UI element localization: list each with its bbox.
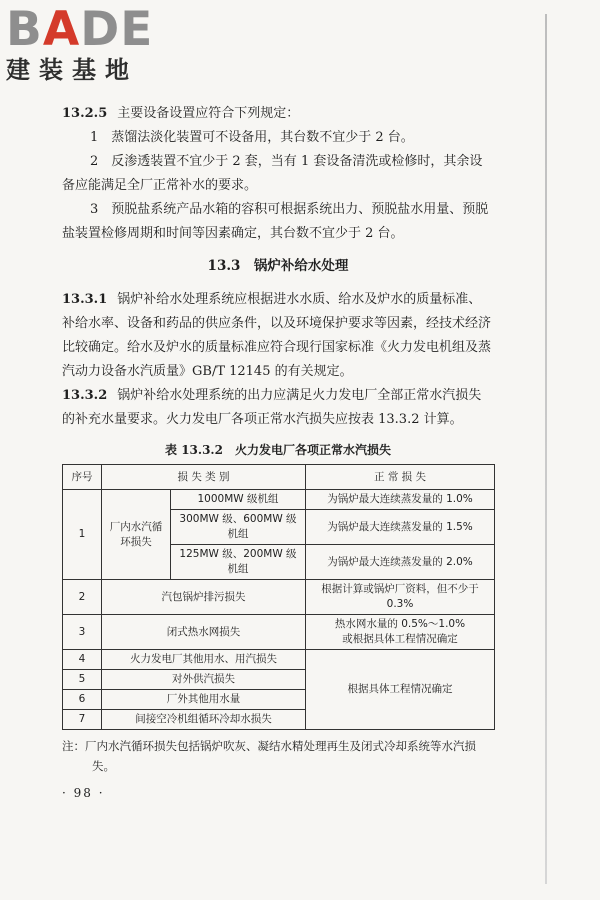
clause-text: 主要设备设置应符合下列规定： <box>117 106 300 121</box>
row-number: 4 <box>63 650 102 670</box>
page-number: · 98 · <box>62 786 105 800</box>
row-number: 7 <box>63 710 102 730</box>
row-number: 2 <box>63 580 102 615</box>
logo <box>6 2 186 84</box>
logo-subtitle: 建装基地 <box>6 56 138 84</box>
water-loss-table <box>62 464 495 730</box>
header-no: 序号 <box>63 465 102 490</box>
loss-value <box>306 615 495 650</box>
header-category: 损 失 类 别 <box>102 465 306 490</box>
clause-item-2: 2 反渗透装置不宜少于 2 套，当有 1 套设备清洗或检修时，其余设备应能满足全厂正常补水的要求。 <box>62 154 483 193</box>
unit-class: 1000MW 级机组 <box>171 490 306 510</box>
merged-loss-value: 根据具体工程情况确定 <box>306 650 495 730</box>
clause-13-3-1 <box>62 288 494 384</box>
loss-category: 间接空冷机组循环冷却水损失 <box>102 710 306 730</box>
table-title: 表 13.3.2 火力发电厂各项正常水汽损失 <box>165 443 391 457</box>
loss-line: 热水网水量的 0.5%～1.0% <box>334 618 466 630</box>
table-header-row <box>63 465 495 490</box>
section-title: 13.3 锅炉补给水处理 <box>207 258 349 274</box>
logo-wordmark: BADE <box>6 2 154 57</box>
row-number: 3 <box>63 615 102 650</box>
loss-category: 厂外其他用水量 <box>102 690 306 710</box>
table-row <box>63 490 495 510</box>
clause-item-1: 1 蒸馏法淡化装置可不设备用，其台数不宜少于 2 台。 <box>90 130 414 145</box>
row-number: 1 <box>63 490 102 580</box>
loss-category: 对外供汽损失 <box>102 670 306 690</box>
table-row <box>63 615 495 650</box>
row-number: 5 <box>63 670 102 690</box>
clause-number: 13.3.1 <box>62 292 108 307</box>
table-note: 注：厂内水汽循环损失包括锅炉吹灰、凝结水精处理再生及闭式冷却系统等水汽损失。 <box>62 739 476 773</box>
clause-13-2-5 <box>62 102 494 126</box>
loss-value: 为锅炉最大连续蒸发量的 1.5% <box>306 510 495 545</box>
table-row <box>63 580 495 615</box>
unit-class: 300MW 级、600MW 级机组 <box>171 510 306 545</box>
clause-number: 13.2.5 <box>62 106 108 121</box>
header-normal-loss: 正 常 损 失 <box>306 465 495 490</box>
loss-line: 或根据具体工程情况确定 <box>342 633 458 645</box>
unit-class: 125MW 级、200MW 级机组 <box>171 545 306 580</box>
clause-text: 锅炉补给水处理系统应根据进水水质、给水及炉水的质量标准、补给水率、设备和药品的供应条件，以及环境保护要求等因素，经技术经济比较确定。给水及炉水的质量标准应符合现行国家标准《火力发电机组及蒸汽动力设备水汽质量》GB/T 12145 的有关规定。 <box>62 292 492 379</box>
loss-category: 汽包锅炉排污损失 <box>102 580 306 615</box>
loss-value: 为锅炉最大连续蒸发量的 2.0% <box>306 545 495 580</box>
clause-item-3: 3 预脱盐系统产品水箱的容积可根据系统出力、预脱盐水用量、预脱盐装置检修周期和时间等因素确定，其台数不宜少于 2 台。 <box>62 202 489 241</box>
table-row <box>63 650 495 670</box>
page-content <box>62 102 494 800</box>
page-edge <box>545 14 547 884</box>
clause-number: 13.3.2 <box>62 388 108 403</box>
row-number: 6 <box>63 690 102 710</box>
loss-category: 闭式热水网损失 <box>102 615 306 650</box>
clause-13-3-2 <box>62 384 494 432</box>
loss-value: 根据计算或锅炉厂资料，但不少于 0.3% <box>306 580 495 615</box>
loss-value: 为锅炉最大连续蒸发量的 1.0% <box>306 490 495 510</box>
clause-text: 锅炉补给水处理系统的出力应满足火力发电厂全部正常水汽损失的补充水量要求。火力发电厂各项正常水汽损失应按表 13.3.2 计算。 <box>62 388 482 427</box>
group-label: 厂内水汽循环损失 <box>102 490 171 580</box>
loss-category: 火力发电厂其他用水、用汽损失 <box>102 650 306 670</box>
